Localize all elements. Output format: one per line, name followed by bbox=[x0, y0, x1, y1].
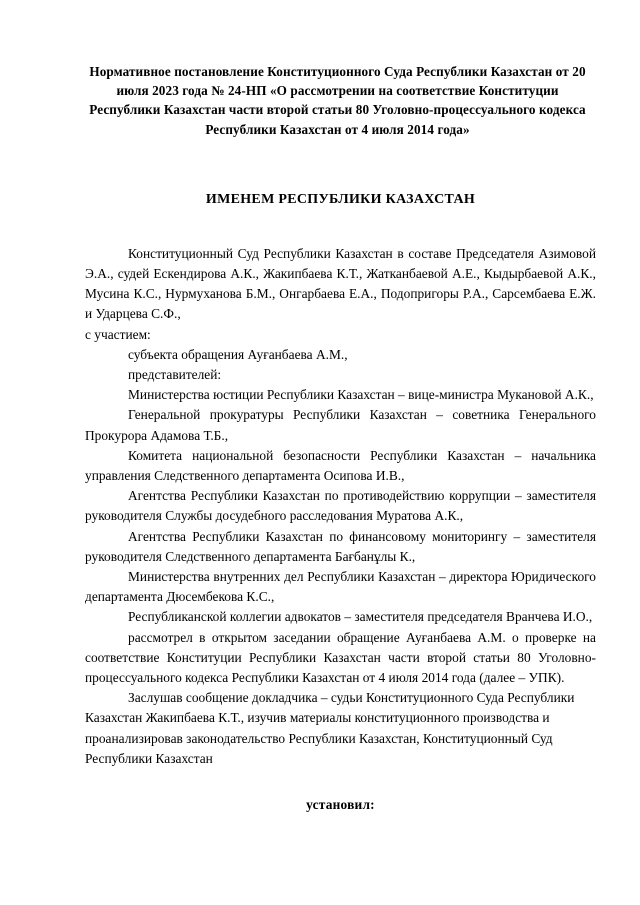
paragraph-having-heard: Заслушав сообщение докладчика – судьи Конституционного Суда Республики Казахстан Жакипбаева К.Т., изучив материалы конституционного производства и проанализировав законодательство Республики Казахстан, Конституционный Суд Республики Казахстан bbox=[85, 690, 575, 766]
paragraph-representatives-label: представителей: bbox=[128, 367, 222, 383]
in-the-name-heading: ИМЕНЕМ РЕСПУБЛИКИ КАЗАХСТАН bbox=[205, 191, 476, 207]
paragraph-bar-association: Республиканской коллегии адвокатов – заместителя председателя Вранчева И.О., bbox=[128, 609, 593, 625]
page-title: Нормативное постановление Конституционного Суда Республики Казахстан от 20 июля 2023 года № 24-НП «О рассмотрении на соответствие Конституции Республики Казахстан части второй статьи 80 Уголовно-процессуального кодекса Республики Казахстан от 4 июля 2014 года» bbox=[89, 64, 586, 137]
paragraph-composition: Конституционный Суд Республики Казахстан в составе Председателя Азимовой Э.А., судей Ескендирова А.К., Жакипбаева К.Т., Жатканбаевой А.Е., Кыдырбаевой А.К., Мусина К.С., Нурмуханова Б.М., Онгарбаева Е.А., Подопригоры Р.А., Сарсембаева Е.Ж. и Ударцева С.Ф., bbox=[85, 245, 596, 322]
body-text-block bbox=[85, 210, 596, 769]
paragraph-prosecutor-general: Генеральной прокуратуры Республики Казахстан – советника Генерального Прокурора Адамова Т.Б., bbox=[85, 407, 596, 443]
paragraph-considered: рассмотрел в открытом заседании обращение Ауғанбаева А.М. о проверке на соответствие Конституции Республики Казахстан части второй статьи 80 Уголовно-процессуального кодекса Республики Казахстан от 4 июля 2014 года (далее – УПК). bbox=[85, 629, 596, 686]
paragraph-financial-monitoring-agency: Агентства Республики Казахстан по финансовому мониторингу – заместителя руководителя Следственного департамента Бағбанұлы К., bbox=[85, 528, 596, 564]
paragraph-anti-corruption-agency: Агентства Республики Казахстан по противодействию коррупции – заместителя руководителя Службы досудебного расследования Муратова А.К., bbox=[85, 488, 596, 524]
paragraph-ministry-of-internal-affairs: Министерства внутренних дел Республики Казахстан – директора Юридического департамента Дюсембекова К.С., bbox=[85, 569, 596, 605]
paragraph-applicant: субъекта обращения Ауғанбаева А.М., bbox=[128, 346, 348, 362]
paragraph-with-participation: с участием: bbox=[85, 326, 151, 342]
document-content bbox=[85, 0, 596, 815]
closing-word: установил: bbox=[306, 797, 375, 813]
paragraph-national-security-committee: Комитета национальной безопасности Республики Казахстан – начальника управления Следственного департамента Осипова И.В., bbox=[85, 447, 596, 484]
paragraph-ministry-of-justice: Министерства юстиции Республики Казахстан – вице-министра Мукановой А.К., bbox=[128, 387, 594, 403]
